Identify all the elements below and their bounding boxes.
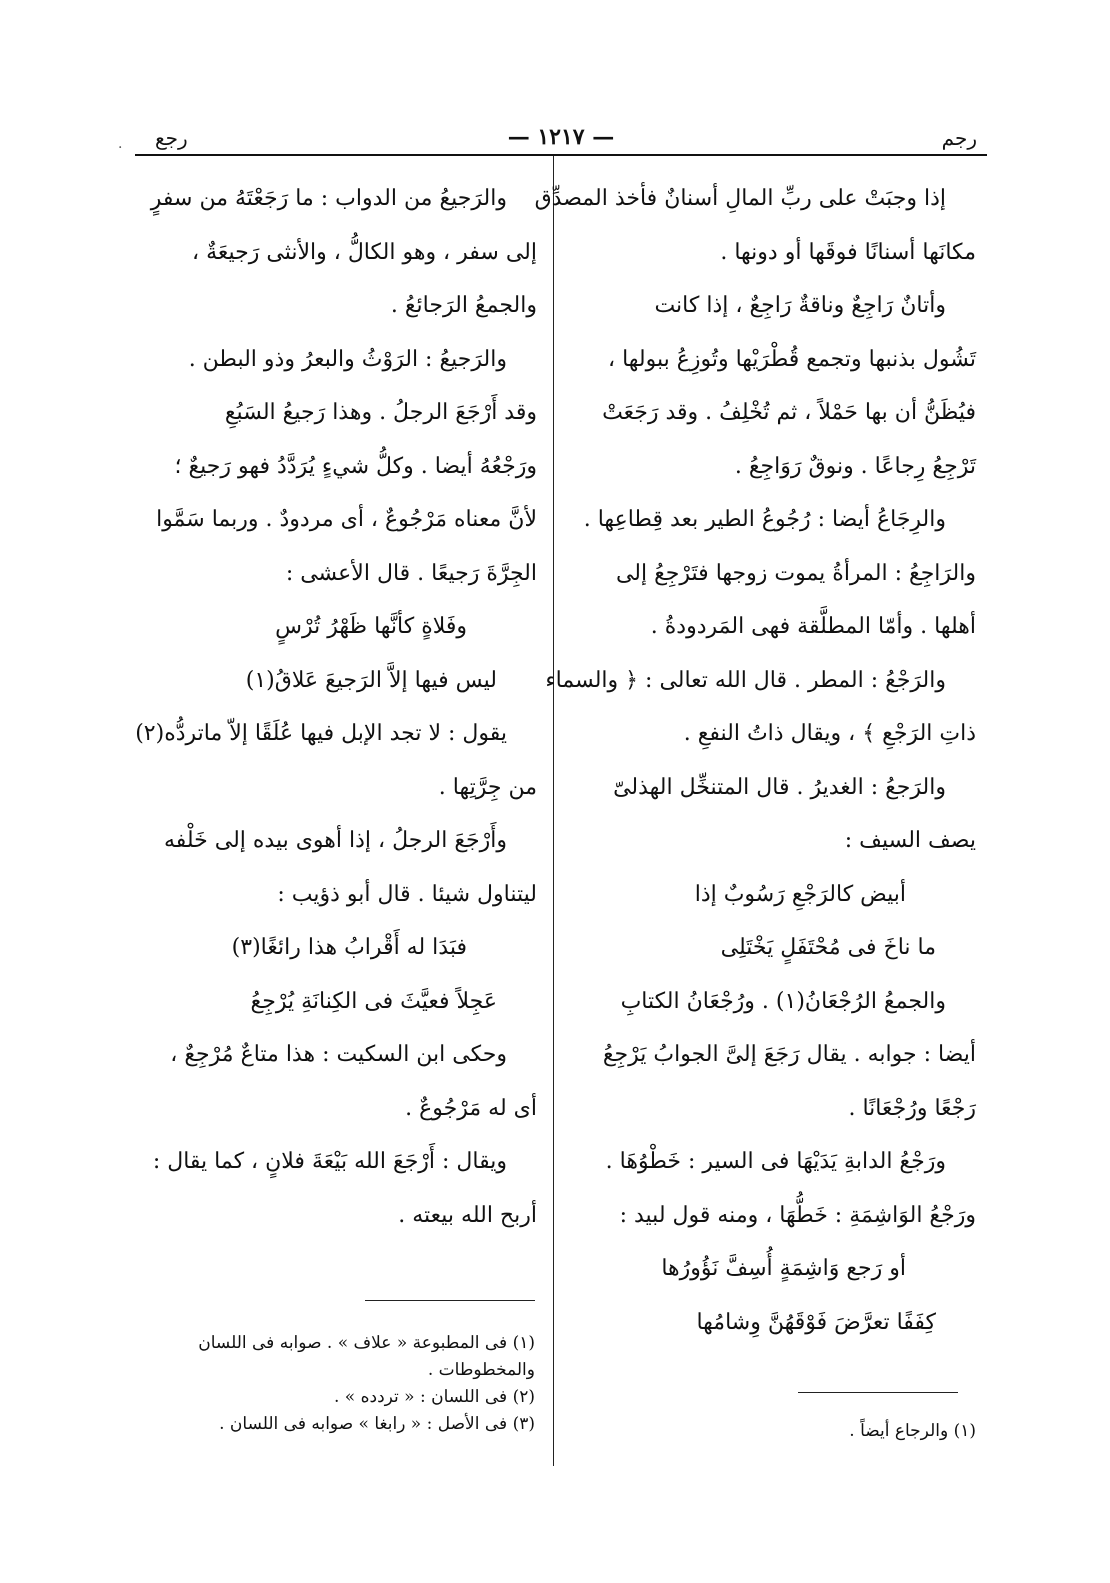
left-column [135,172,537,1242]
right-column [534,172,976,1349]
footnotes-left [135,1330,535,1438]
right-column-line: وأتانٌ رَاجِعٌ وناقةٌ رَاجِعٌ ، إذا كانت [654,293,946,318]
footnote-line: والمخطوطات . [427,1360,535,1380]
left-column-line: أربح الله بيعته . [398,1202,537,1228]
right-column-line: ما ناخَ فى مُحْتَفَلٍ يَخْتَلِى [720,935,936,960]
right-column-line: أهلها . وأمّا المطلَّقة فهى المَردودةُ . [650,614,976,639]
header-rule [135,154,987,156]
left-column-line: إلى سفر ، وهو الكالُّ ، والأنثى رَجيعَةٌ ، [192,239,537,265]
page-number: — ١٢١٧ — [507,124,615,150]
footnote-rule-left [365,1300,535,1301]
footnote-rule-right [798,1392,958,1393]
page-header [135,118,987,158]
left-column-line: أى له مَرْجُوعٌ . [405,1095,537,1121]
right-column-line: تَرْجِعُ رِجاعًا . ونوقٌ رَوَاجِعُ . [734,453,976,479]
left-column-line: الجِرَّةَ رَجيعًا . قال الأعشى : [285,560,537,586]
left-column-line: يقول : لا تجد الإبل فيها عُلَقًا إلاّ ماتردُّه(٢) [135,721,507,746]
left-column-line: والرَجيعُ : الرَوْثُ والبعرُ وذو البطن . [188,346,507,372]
left-column-line: ليتناول شيئا . قال أبو ذؤيب : [277,881,537,907]
header-left-word: رجع [155,126,188,150]
left-column-line: وفَلاةٍ كأنَّها ظَهْرُ تُرْسٍ [275,614,467,639]
left-column-line: وقد أَرْجَعَ الرجلُ . وهذا رَجيعُ السَبُعِ [224,400,537,425]
left-column-line: ورَجْعُهُ أيضا . وكلُّ شيءٍ يُرَدَّدُ فهو رَجيعٌ ؛ [174,453,537,479]
column-divider [553,156,554,1466]
left-column-line: لأنَّ معناه مَرْجُوعٌ ، أى مردودٌ . وربما سَمَّوا [156,507,537,532]
right-column-line: تَشُول بذنبها وتجمع قُطْرَيْها وتُوزِعُ ببولها ، [607,346,976,372]
footnote-line: (١) والرجاع أيضاً . [849,1421,976,1441]
right-column-line: أيضا : جوابه . يقال رَجَعَ إلىَّ الجوابُ يَرْجِعُ [602,1042,976,1067]
right-column-line: أبيض كالرَجْعِ رَسُوبٌ إذا [694,881,906,907]
left-column-line: عَجِلاً فعيَّثَ فى الكِنانَةِ يُرْجِعُ [250,988,497,1014]
right-column-line: مكانَها أسنانًا فوقَها أو دونها . [720,239,976,265]
right-column-line: فيُظَنُّ أن بها حَمْلاً ، ثم تُخْلِفُ . وقد رَجَعَتْ [602,400,976,425]
right-column-line: أو رَجع وَاشِمَةٍ أُسِفَّ نَؤُورُها [661,1256,906,1281]
right-column-line: ذاتِ الرَجْعِ ﴾ ، ويقال ذاتُ النفعِ . [683,721,976,746]
footnote-line: (٢) فى اللسان : « تردده » . [334,1387,535,1407]
right-column-line: ورَجْعُ الوَاشِمَةِ : خَطُّهَا ، ومنه قول لبيد : [619,1202,976,1228]
right-column-line: ورَجْعُ الدابةِ يَدَيْهَا فى السير : خَطْوُهَا . [605,1149,946,1174]
right-column-line: إذا وجبَتْ على ربِّ المالِ أسنانٌ فأخذ المصدِّق [534,186,946,211]
left-column-line: من جِرَّتِها . [438,774,537,800]
footnote-line: (١) فى المطبوعة « علاف » . صوابه فى اللسان [198,1333,535,1353]
left-column-line: وأَرْجَعَ الرجلُ ، إذا أهوى بيده إلى خَلْفه [163,828,507,853]
right-column-line: والرَاجِعُ : المرأةُ يموت زوجها فتَرْجِعُ إلى [615,560,976,586]
right-column-line: والرِجَاعُ أيضا : رُجُوعُ الطير بعد قِطاعِها . [583,507,946,532]
right-column-line: والجمعُ الرُجْعَانُ(١) . ورُجْعَانُ الكتابِ [620,988,946,1014]
right-column-line: رَجْعًا ورُجْعَانًا . [848,1095,976,1121]
left-column-line: والرَجيعُ من الدواب : ما رَجَعْتَهُ من سفرٍ [150,186,507,211]
left-column-line: ليس فيها إلاَّ الرَجيعَ عَلاقُ(١) [245,667,497,693]
left-column-line: والجمعُ الرَجائعُ . [390,293,537,318]
left-column-line: فبَدَا له أَقْرابُ هذا رائغًا(٣) [231,935,467,960]
left-column-line: وحكى ابن السكيت : هذا متاعٌ مُرْجِعٌ ، [170,1042,507,1067]
right-column-line: كِفَفًا تعرَّضَ فَوْقَهُنَّ وِشامُها [696,1309,936,1335]
margin-dot: · [118,140,123,156]
footnotes-right [578,1418,976,1445]
right-column-line: والرَجعُ : الغديرُ . قال المتنخِّل الهذلىّ [613,774,946,800]
right-column-line: والرَجْعُ : المطر . قال الله تعالى : ﴿ والسماء [545,667,946,693]
right-column-line: يصف السيف : [844,828,976,853]
footnote-line: (٣) فى الأصل : « رابغا » صوابه فى اللسان . [219,1414,535,1434]
header-right-word: رجم [941,126,977,150]
left-column-line: ويقال : أَرْجَعَ الله بَيْعَةَ فلانٍ ، كما يقال : [152,1149,507,1174]
